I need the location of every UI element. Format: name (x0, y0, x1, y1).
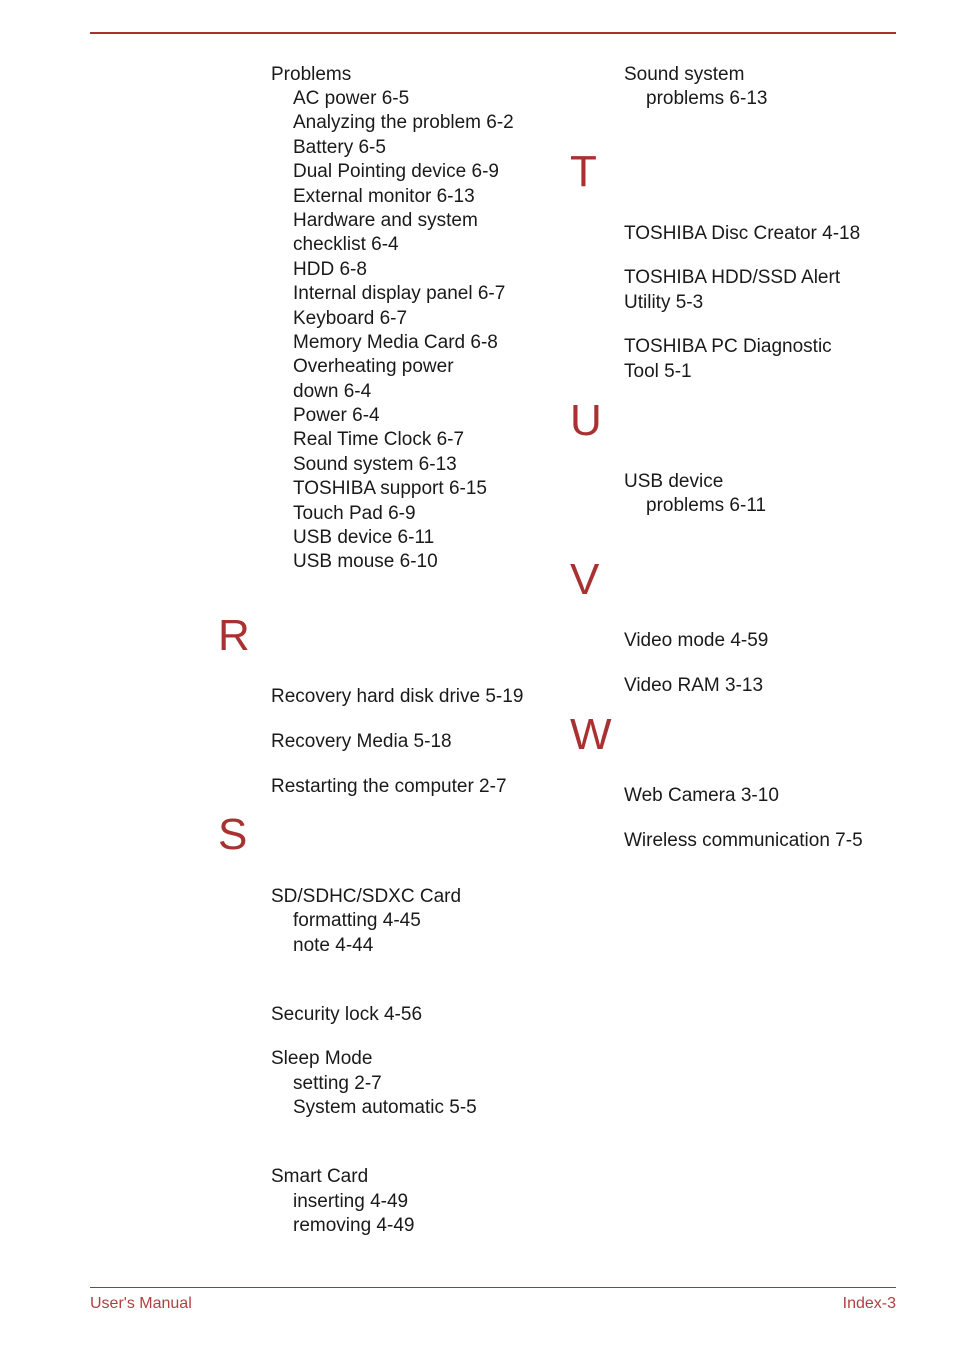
index-entry: TOSHIBA PC Diagnostic (624, 336, 832, 357)
index-subentry: USB mouse 6-10 (293, 551, 438, 572)
index-subentry: External monitor 6-13 (293, 186, 475, 207)
index-subentry: Hardware and system (293, 210, 478, 231)
index-entry: Video RAM 3-13 (624, 675, 764, 696)
footer-rule (90, 1287, 896, 1288)
index-subentry: problems 6-11 (646, 495, 767, 516)
section-letter-v: V (570, 555, 600, 604)
index-subentry: down 6-4 (293, 381, 372, 402)
index-entry: Security lock 4-56 (271, 1004, 423, 1025)
index-entry: Recovery Media 5-18 (271, 731, 452, 752)
index-subentry: inserting 4-49 (293, 1191, 409, 1212)
index-subentry: Battery 6-5 (293, 137, 386, 158)
index-subentry: Overheating power (293, 356, 454, 377)
index-subentry: problems 6-13 (646, 88, 768, 109)
index-entry: Sleep Mode (271, 1048, 373, 1069)
index-entry-continuation: Tool 5-1 (624, 361, 692, 382)
index-subentry: AC power 6-5 (293, 88, 410, 109)
section-letter-u: U (570, 396, 602, 445)
section-letter-r: R (218, 611, 250, 660)
index-subentry: HDD 6-8 (293, 259, 367, 280)
index-subentry: removing 4-49 (293, 1215, 415, 1236)
section-letter-s: S (218, 810, 248, 859)
section-letter-t: T (570, 147, 597, 196)
index-entry: TOSHIBA HDD/SSD Alert (624, 267, 841, 288)
index-subentry: Power 6-4 (293, 405, 380, 426)
index-entry: Problems (271, 64, 352, 85)
index-subentry: TOSHIBA support 6-15 (293, 478, 487, 499)
index-subentry: note 4-44 (293, 935, 374, 956)
index-entry: USB device (624, 471, 724, 492)
header-rule (90, 32, 896, 34)
index-entry: TOSHIBA Disc Creator 4-18 (624, 223, 861, 244)
footer-manual-title: User's Manual (90, 1295, 192, 1312)
index-entry: Sound system (624, 64, 745, 85)
index-entry: Smart Card (271, 1166, 369, 1187)
index-subentry: checklist 6-4 (293, 234, 399, 255)
index-entry: SD/SDHC/SDXC Card (271, 886, 462, 907)
index-entry: Wireless communication 7-5 (624, 830, 863, 851)
index-subentry: Analyzing the problem 6-2 (293, 112, 514, 133)
index-subentry: Memory Media Card 6-8 (293, 332, 498, 353)
index-subentry: USB device 6-11 (293, 527, 435, 548)
index-subentry: formatting 4-45 (293, 910, 421, 931)
index-subentry: Internal display panel 6-7 (293, 283, 506, 304)
footer-page-number: Index-3 (842, 1295, 896, 1312)
index-entry: Recovery hard disk drive 5-19 (271, 686, 524, 707)
index-subentry: Sound system 6-13 (293, 454, 457, 475)
index-subentry: Real Time Clock 6-7 (293, 429, 465, 450)
index-subentry: Keyboard 6-7 (293, 308, 408, 329)
index-entry: Restarting the computer 2-7 (271, 776, 507, 797)
index-subentry: Touch Pad 6-9 (293, 503, 416, 524)
index-subentry: System automatic 5-5 (293, 1097, 477, 1118)
index-subentry: Dual Pointing device 6-9 (293, 161, 499, 182)
index-subentry: setting 2-7 (293, 1073, 382, 1094)
index-entry: Web Camera 3-10 (624, 785, 779, 806)
index-entry: Video mode 4-59 (624, 630, 769, 651)
section-letter-w: W (570, 710, 612, 759)
index-entry-continuation: Utility 5-3 (624, 292, 704, 313)
